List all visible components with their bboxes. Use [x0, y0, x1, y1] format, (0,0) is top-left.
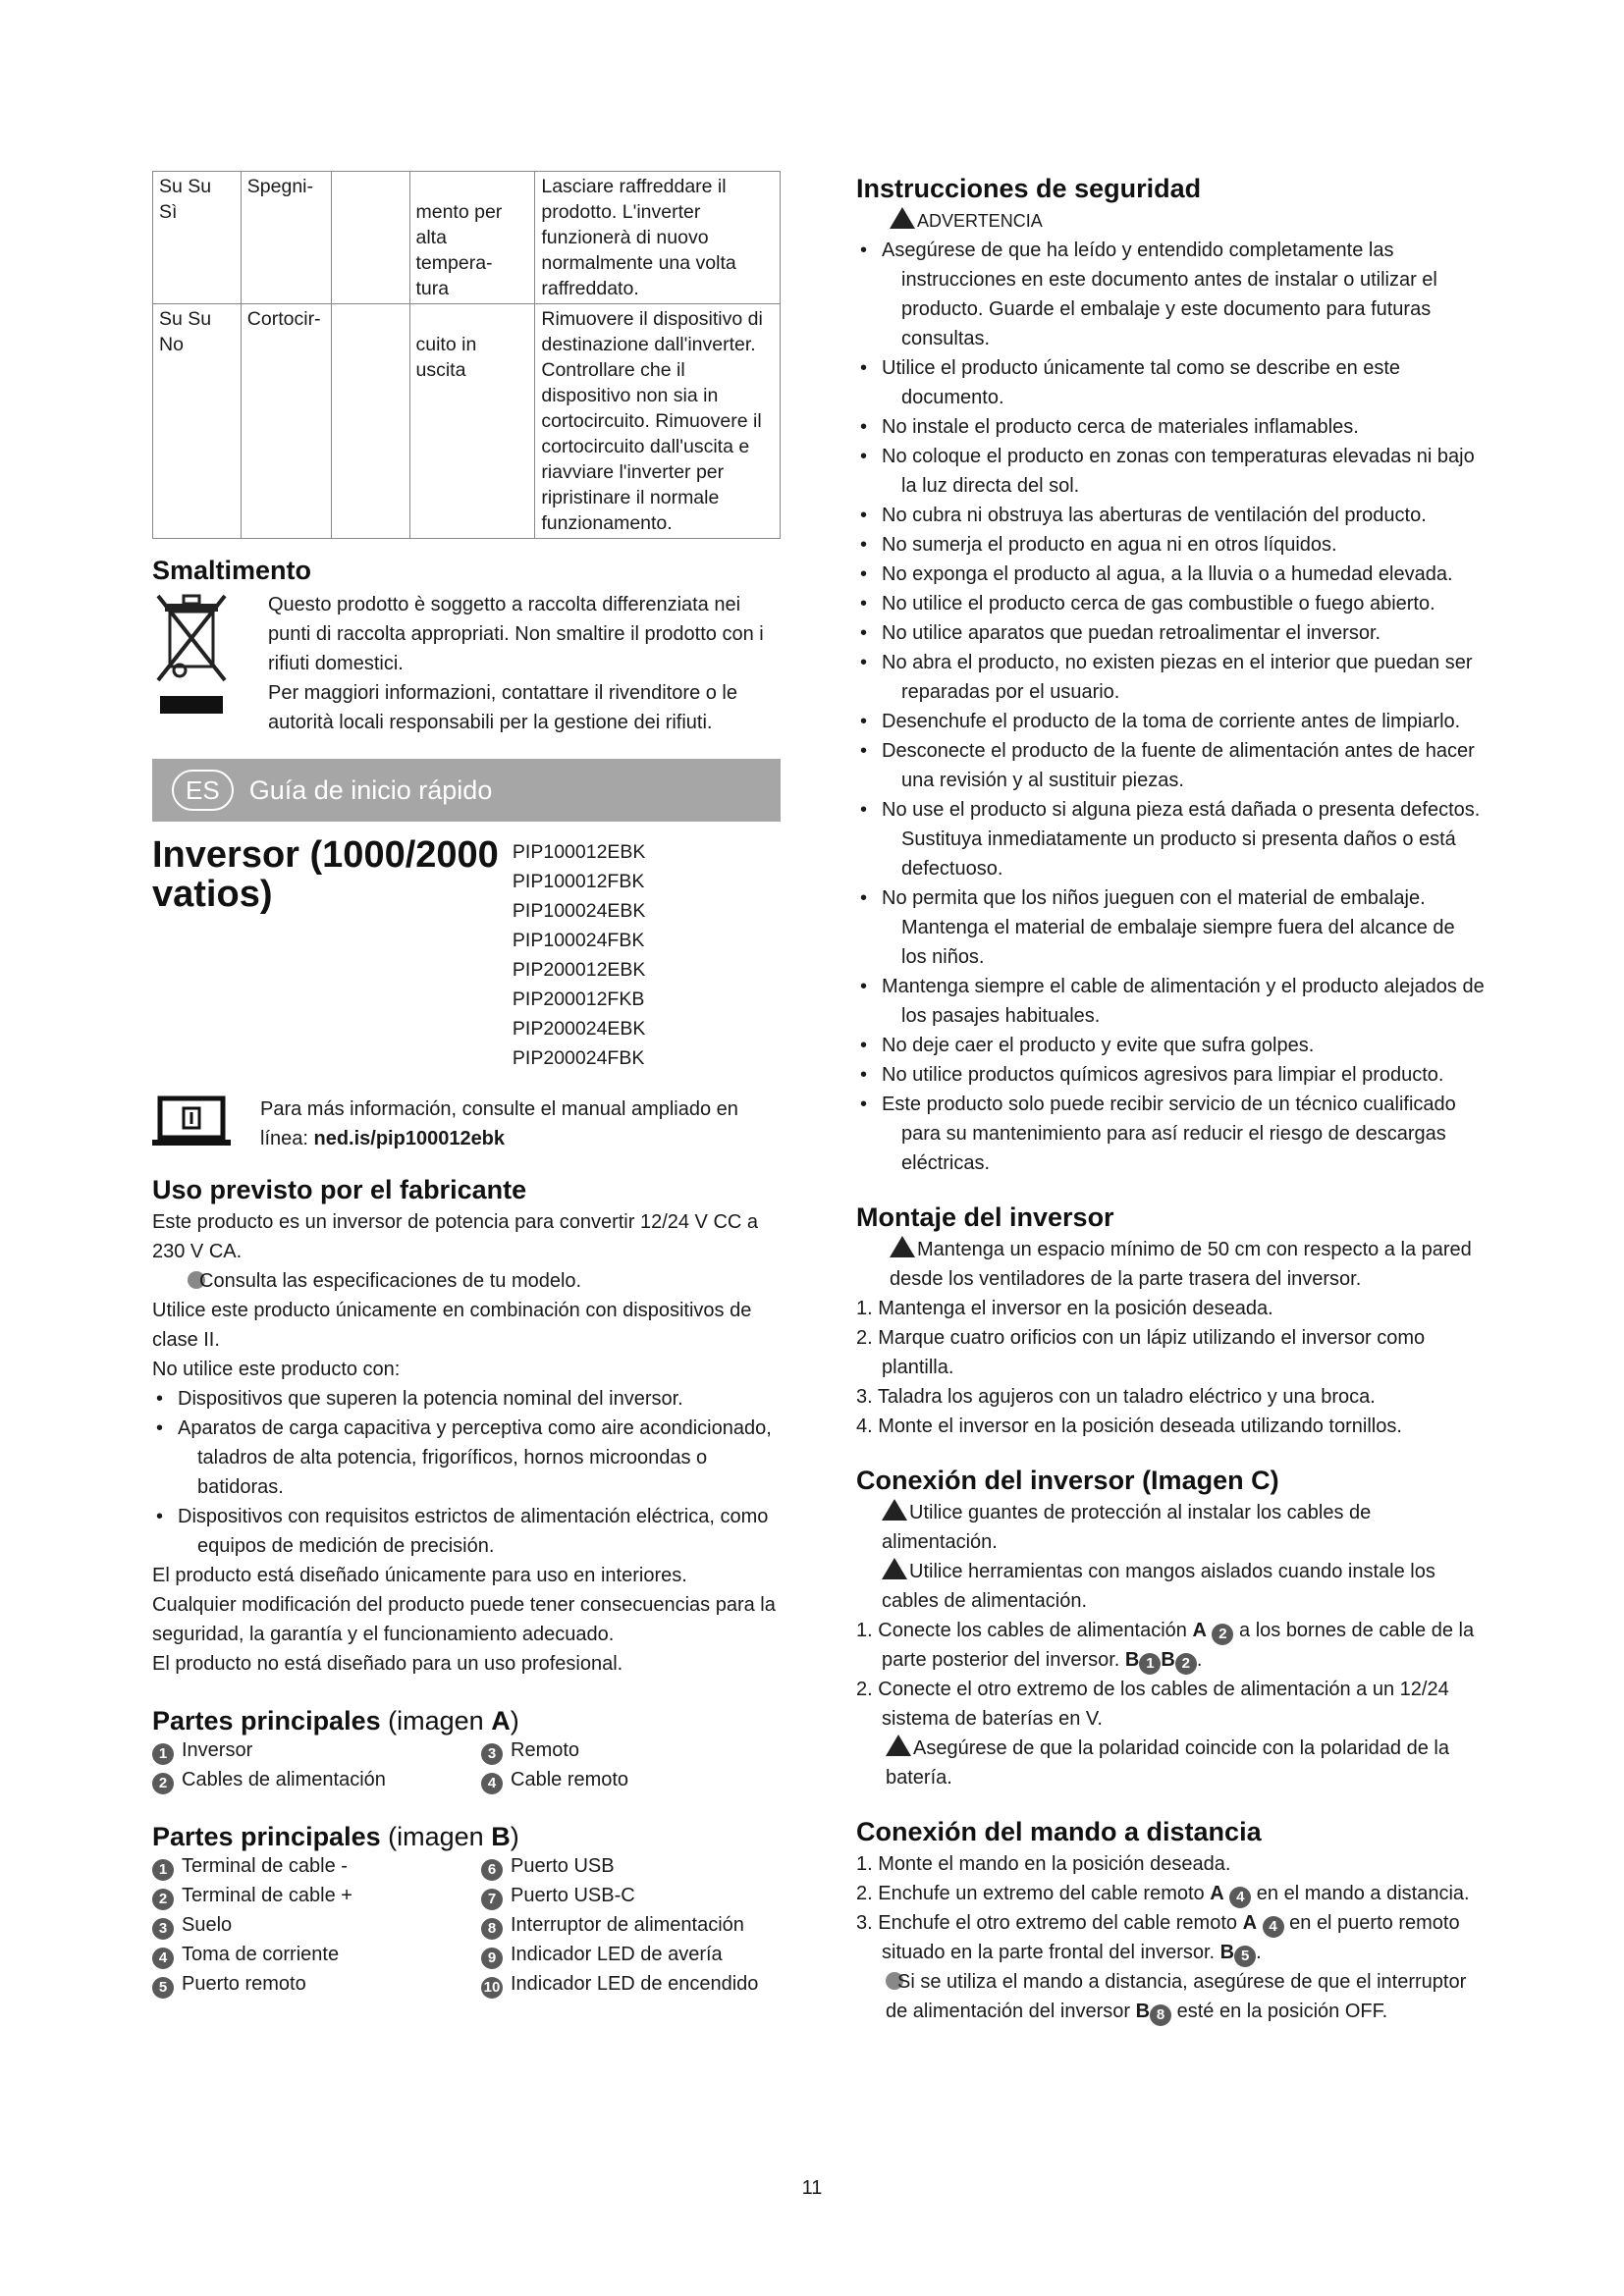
list-item: 2. Marque cuatro orificios con un lápiz utilizando el inversor como plantilla. [856, 1327, 1426, 1378]
table-cell: Lasciare raffreddare il prodotto. L'inverter funzionerà di nuovo normalmente una volta raffreddato. [535, 172, 781, 304]
list-item: • No deje caer el producto y evite que sufra golpes. [856, 1031, 1485, 1060]
list-item: 2. Conecte el otro extremo de los cables de alimentación a un 12/24 sistema de baterías en V. Asegúrese de que la polaridad coincide con la polaridad de la batería. [856, 1675, 1485, 1792]
uso-paragraph: Utilice este producto únicamente en combinación con dispositivos de clase II. [152, 1300, 752, 1351]
part-item: 5 Puerto remoto [152, 1969, 481, 1999]
mando-heading: Conexión del mando a distancia [856, 1817, 1262, 1846]
part-item: 3 Remoto [481, 1735, 781, 1765]
part-item: 3 Suelo [152, 1910, 481, 1940]
list-item: • Este producto solo puede recibir servicio de un técnico cualificado para su mantenimiento para así reducir el riesgo de descargas eléctricas. [856, 1090, 1485, 1178]
safety-bullets [856, 236, 1485, 1178]
table-row [153, 304, 781, 539]
uso-paragraph: Este producto es un inversor de potencia para convertir 12/24 V CC a 230 V CA. [152, 1211, 759, 1262]
table-cell: Rimuovere il dispositivo di destinazione dall'inverter. Controllare che il dispositivo non sia in cortocircuito. Rimuovere il cortocircuito dall'uscita e riavviare l'inverter per ripristinare il normale funzionamento. [535, 304, 781, 539]
list-item: 2. Enchufe un extremo del cable remoto A 4 en el mando a distancia. [856, 1879, 1485, 1908]
table-cell: Spegni- [241, 172, 331, 304]
conexion-steps [856, 1616, 1485, 1792]
montaje-steps [856, 1294, 1485, 1441]
uso-heading: Uso previsto por el fabricante [152, 1175, 527, 1204]
product-code: PIP200012EBK PIP200012FKB [512, 959, 646, 1010]
warning-icon [886, 1735, 911, 1756]
left-column [152, 171, 781, 1999]
mando-note: Si se utiliza el mando a distancia, asegúrese de que el interruptor de alimentación del inversor B 8 esté en la posición OFF. [882, 1967, 1485, 2026]
montaje-section [856, 1235, 1485, 1441]
uso-bullets [152, 1384, 781, 1561]
warning-icon [882, 1558, 907, 1579]
manual-link[interactable]: ned.is/pip100012ebk [313, 1128, 506, 1149]
list-item: • Aparatos de carga capacitiva y perceptiva como aire acondicionado, taladros de alta potencia, frigoríficos, hornos microondas o batidoras. [152, 1414, 781, 1502]
mando-steps [856, 1849, 1485, 2026]
parts-a-heading: Partes principales (imagen A) [152, 1706, 519, 1735]
conexion-warning: Utilice guantes de protección al instalar los cables de alimentación. [856, 1498, 1485, 1557]
list-item: • Dispositivos con requisitos estrictos de alimentación eléctrica, como equipos de medición de precisión. [152, 1502, 781, 1561]
mando-section [856, 1849, 1485, 2026]
list-item: • Desenchufe el producto de la toma de corriente antes de limpiarlo. [856, 707, 1485, 736]
more-info-label: Para más información, consulte el manual ampliado en línea: [260, 1098, 738, 1149]
list-item: • Dispositivos que superen la potencia nominal del inversor. [152, 1384, 781, 1414]
table-cell: cuito in uscita [409, 304, 535, 539]
right-column [856, 171, 1485, 2026]
table-cell [331, 304, 409, 539]
laptop-manual-icon [152, 1095, 260, 1154]
montaje-note: Mantenga un espacio mínimo de 50 cm con respecto a la pared desde los ventiladores de la parte trasera del inversor. [856, 1235, 1485, 1294]
parts-b-list [152, 1851, 781, 1999]
product-code: PIP200024EBK PIP200024FBK [512, 1018, 646, 1069]
list-item: • No utilice productos químicos agresivos para limpiar el producto. [856, 1060, 1485, 1090]
part-item: 7 Puerto USB-C [481, 1881, 781, 1910]
list-item: 3. Taladra los agujeros con un taladro eléctrico y una broca. [856, 1386, 1376, 1408]
uso-paragraph: El producto no está diseñado para un uso profesional. [152, 1653, 623, 1675]
list-item: • Utilice el producto únicamente tal como se describe en este documento. [856, 353, 1485, 412]
list-item: • No cubra ni obstruya las aberturas de ventilación del producto. [856, 501, 1485, 530]
part-item: 9 Indicador LED de avería [481, 1940, 781, 1969]
list-item: 1. Mantenga el inversor en la posición deseada. [856, 1298, 1273, 1319]
table-cell: Su Su No [153, 304, 242, 539]
smaltimento-heading: Smaltimento [152, 556, 312, 585]
list-item: • No permita que los niños jueguen con el material de embalaje. Mantenga el material de embalaje siempre fuera del alcance de los niños. [856, 883, 1485, 972]
list-item: • No abra el producto, no existen piezas en el interior que puedan ser reparadas por el usuario. [856, 648, 1485, 707]
list-item: • No use el producto si alguna pieza está dañada o presenta defectos. Sustituya inmediatamente un producto si presenta daños o está defectuoso. [856, 795, 1485, 883]
warning-icon [882, 1499, 907, 1521]
part-item: 8 Interruptor de alimentación [481, 1910, 781, 1940]
list-item: • No sumerja el producto en agua ni en otros líquidos. [856, 530, 1485, 560]
list-item: 4. Monte el inversor en la posición deseada utilizando tornillos. [856, 1415, 1402, 1437]
part-item: 4 Toma de corriente [152, 1940, 481, 1969]
part-item: 1 Inversor [152, 1735, 481, 1765]
weee-icon [152, 590, 268, 737]
language-section-bar [152, 759, 781, 822]
parts-a-list [152, 1735, 781, 1794]
list-item: 1. Monte el mando en la posición deseada. [856, 1853, 1231, 1875]
part-item: 1 Terminal de cable - [152, 1851, 481, 1881]
disposal-text [268, 590, 781, 737]
product-header [152, 835, 781, 1073]
list-item: 1. Conecte los cables de alimentación A 2 a los bornes de cable de la parte posterior del inversor. B 1 B 2 . [856, 1616, 1485, 1675]
seguridad-heading: Instrucciones de seguridad [856, 174, 1202, 203]
page-number: 11 [801, 2177, 823, 2199]
part-item: 2 Terminal de cable + [152, 1881, 481, 1910]
list-item: 3. Enchufe el otro extremo del cable remoto A 4 en el puerto remoto situado en la parte frontal del inversor. B 5 . Si se utiliza el mando a distancia, asegúrese de que el interruptor de alimentación del inversor B 8 esté en la posición OFF. [856, 1908, 1485, 2026]
list-item: • No exponga el producto al agua, a la lluvia o a humedad elevada. [856, 560, 1485, 589]
product-title: Inversor (1000/2000 vatios) [152, 834, 499, 915]
table-cell [331, 172, 409, 304]
conexion-section [856, 1498, 1485, 1792]
disposal-paragraph: Per maggiori informazioni, contattare il rivenditore o le autorità locali responsabili per la gestione dei rifiuti. [268, 682, 737, 733]
list-item: • No coloque el producto en zonas con temperaturas elevadas ni bajo la luz directa del sol. [856, 442, 1485, 501]
disposal-paragraph: Questo prodotto è soggetto a raccolta differenziata nei punti di raccolta appropriati. Non smaltire il prodotto con i rifiuti domestici. [268, 594, 764, 674]
uso-paragraph: El producto está diseñado únicamente para uso en interiores. [152, 1565, 687, 1586]
montaje-heading: Montaje del inversor [856, 1202, 1114, 1232]
uso-note: Consulta las especificaciones de tu modelo. [152, 1266, 781, 1296]
part-item: 4 Cable remoto [481, 1765, 781, 1794]
list-item: • No utilice aparatos que puedan retroalimentar el inversor. [856, 618, 1485, 648]
part-item: 2 Cables de alimentación [152, 1765, 481, 1794]
table-row [153, 172, 781, 304]
list-item: • Asegúrese de que ha leído y entendido completamente las instrucciones en este documento antes de instalar o utilizar el producto. Guarde el embalaje y este documento para futuras consultas. [856, 236, 1485, 353]
more-info-text [260, 1095, 771, 1154]
table-cell: Su Su Sì [153, 172, 242, 304]
list-item: • No utilice el producto cerca de gas combustible o fuego abierto. [856, 589, 1485, 618]
disposal-block [152, 590, 781, 737]
part-item: 6 Puerto USB [481, 1851, 781, 1881]
more-info-block [152, 1095, 781, 1154]
warning-label: ADVERTENCIA [856, 206, 1485, 236]
uso-paragraph: Cualquier modificación del producto puede tener consecuencias para la seguridad, la garantía y el funcionamiento adecuado. [152, 1594, 776, 1645]
table-cell: Cortocir- [241, 304, 331, 539]
list-item: • Mantenga siempre el cable de alimentación y el producto alejados de los pasajes habituales. [856, 972, 1485, 1031]
language-badge: ES [172, 770, 234, 811]
polarity-warning: Asegúrese de que la polaridad coincide con la polaridad de la batería. [882, 1734, 1485, 1792]
conexion-warning: Utilice herramientas con mangos aislados cuando instale los cables de alimentación. [856, 1557, 1485, 1616]
section-title: Guía de inicio rápido [248, 774, 493, 805]
product-code: PIP100012EBK PIP100012FBK [512, 841, 646, 892]
warning-icon [890, 1236, 915, 1257]
parts-b-heading: Partes principales (imagen B) [152, 1822, 519, 1851]
part-item: 10 Indicador LED de encendido [481, 1969, 781, 1999]
table-cell: mento per alta tempera- tura [409, 172, 535, 304]
warning-icon [890, 207, 915, 229]
product-codes [513, 837, 781, 1073]
uso-section [152, 1207, 781, 1679]
list-item: • Desconecte el producto de la fuente de alimentación antes de hacer una revisión y al sustituir piezas. [856, 736, 1485, 795]
product-code: PIP100024EBK PIP100024FBK [512, 900, 646, 951]
troubleshooting-table [152, 171, 781, 539]
uso-paragraph: No utilice este producto con: [152, 1359, 401, 1380]
list-item: • No instale el producto cerca de materiales inflamables. [856, 412, 1485, 442]
conexion-heading: Conexión del inversor (Imagen C) [856, 1466, 1279, 1495]
